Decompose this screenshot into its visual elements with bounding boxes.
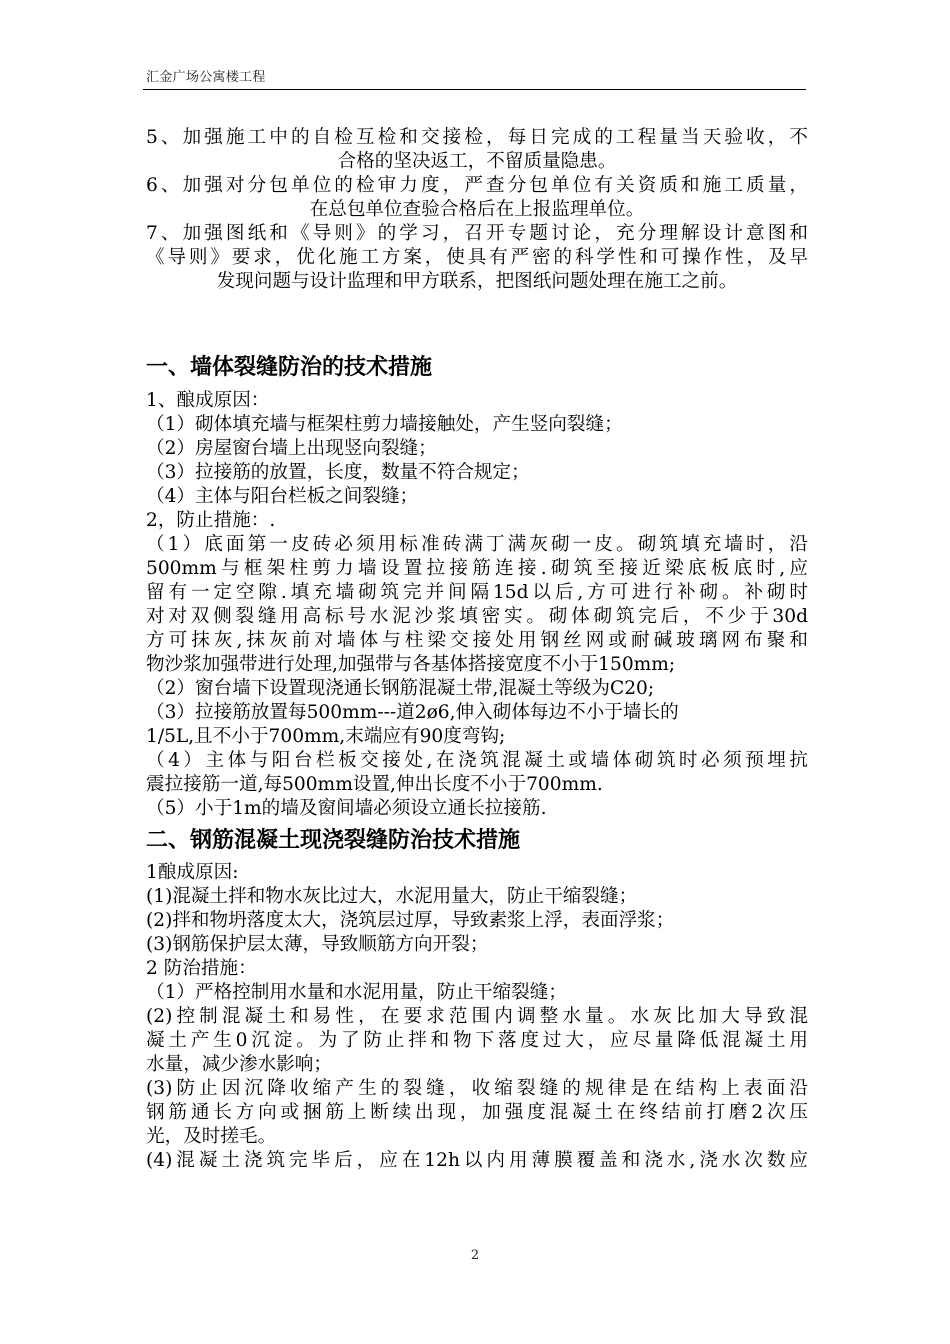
paragraph-line: 方可抹灰,抹灰前对墙体与柱梁交接处用钢丝网或耐碱玻璃网布聚和 [146,630,808,651]
paragraph-line: 凝土产生0沉淀。为了防止拌和物下落度过大，应尽量降低混凝土用 [146,1030,808,1051]
paragraph-line: 在总包单位查验合格后在上报监理单位。 [309,199,645,220]
paragraph-line: （4）主体与阳台栏板交接处,在浇筑混凝土或墙体砌筑时必须预埋抗 [146,750,808,771]
paragraph-line: （1）砌体填充墙与框架柱剪力墙接触处，产生竖向裂缝； [146,414,623,435]
paragraph-line: （1）严格控制用水量和水泥用量，防止干缩裂缝； [146,982,567,1003]
paragraph-line: （2）房屋窗台墙上出现竖向裂缝； [146,438,437,459]
paragraph-line: 1/5L,且不小于700mm,末端应有90度弯钩; [146,726,506,747]
paragraph-line: 震拉接筋一道,每500mm设置,伸出长度不小于700mm. [146,774,603,795]
running-header: 汇金广场公寓楼工程 [146,70,266,85]
paragraph-line: (4)混凝土浇筑完毕后，应在12h以内用薄膜覆盖和浇水,浇水次数应 [146,1150,808,1171]
paragraph-line: （3）拉接筋的放置，长度，数量不符合规定； [146,462,530,483]
header-divider [143,89,806,90]
paragraph-line: （5）小于1m的墙及窗间墙必须设立通长拉接筋. [146,798,547,819]
paragraph-line: 500mm与框架柱剪力墙设置拉接筋连接.砌筑至接近梁底板底时,应 [146,558,808,579]
paragraph-line: （1）底面第一皮砖必须用标准砖满丁满灰砌一皮。砌筑填充墙时，沿 [146,534,808,555]
paragraph-line: 6、加强对分包单位的检审力度，严查分包单位有关资质和施工质量， [146,175,808,196]
paragraph-line: (3)钢筋保护层太薄，导致顺筋方向开裂； [146,934,489,955]
section-heading-2: 二、钢筋混凝土现浇裂缝防治技术措施 [146,828,521,853]
paragraph-line: 《导则》要求，优化施工方案，使具有严密的科学性和可操作性，及早 [146,247,808,268]
paragraph-line: 钢筋通长方向或捆筋上断续出现，加强度混凝土在终结前打磨2次压 [146,1102,808,1123]
paragraph-line: 水量，减少渗水影响； [146,1054,332,1075]
paragraph-line: （4）主体与阳台栏板之间裂缝； [146,486,419,507]
paragraph-line: 发现问题与设计监理和甲方联系，把图纸问题处理在施工之前。 [216,271,738,292]
document-body [146,126,808,1173]
paragraph-line: (2)拌和物坍落度太大，浇筑层过厚，导致素浆上浮，表面浮浆； [146,910,675,931]
paragraph-line: 合格的坚决返工，不留质量隐患。 [337,151,617,172]
paragraph-line: （2）窗台墙下设置现浇通长钢筋混凝土带,混凝土等级为C20; [146,678,655,699]
paragraph-line: (1)混凝土拌和物水灰比过大，水泥用量大，防止干缩裂缝； [146,886,638,907]
paragraph-line: （3）拉接筋放置每500mm---道2ø6,伸入砌体每边不小于墙长的 [146,702,679,723]
paragraph-line: 2，防止措施：. [146,510,276,531]
paragraph-line: 对对双侧裂缝用高标号水泥沙浆填密实。砌体砌筑完后，不少于30d [146,606,808,627]
paragraph-line: 2 防治措施： [146,958,257,979]
paragraph-line: 物沙浆加强带进行处理,加强带与各基体搭接宽度不小于150mm; [146,654,676,675]
paragraph-line: 1酿成原因: [146,862,239,883]
paragraph-line: (2)控制混凝土和易性，在要求范围内调整水量。水灰比加大导致混 [146,1006,808,1027]
paragraph-line: 留有一定空隙.填充墙砌筑完并间隔15d以后,方可进行补砌。补砌时 [146,582,808,603]
paragraph-line: 1、酿成原因： [146,390,270,411]
paragraph-line: (3)防止因沉降收缩产生的裂缝，收缩裂缝的规律是在结构上表面沿 [146,1078,808,1099]
paragraph-line: 光，及时搓毛。 [146,1126,277,1147]
page-number: 2 [470,1248,480,1263]
paragraph-line: 7、加强图纸和《导则》的学习，召开专题讨论，充分理解设计意图和 [146,223,808,244]
paragraph-line: 5、加强施工中的自检互检和交接检，每日完成的工程量当天验收，不 [146,127,808,148]
section-heading-1: 一、墙体裂缝防治的技术措施 [146,355,433,380]
